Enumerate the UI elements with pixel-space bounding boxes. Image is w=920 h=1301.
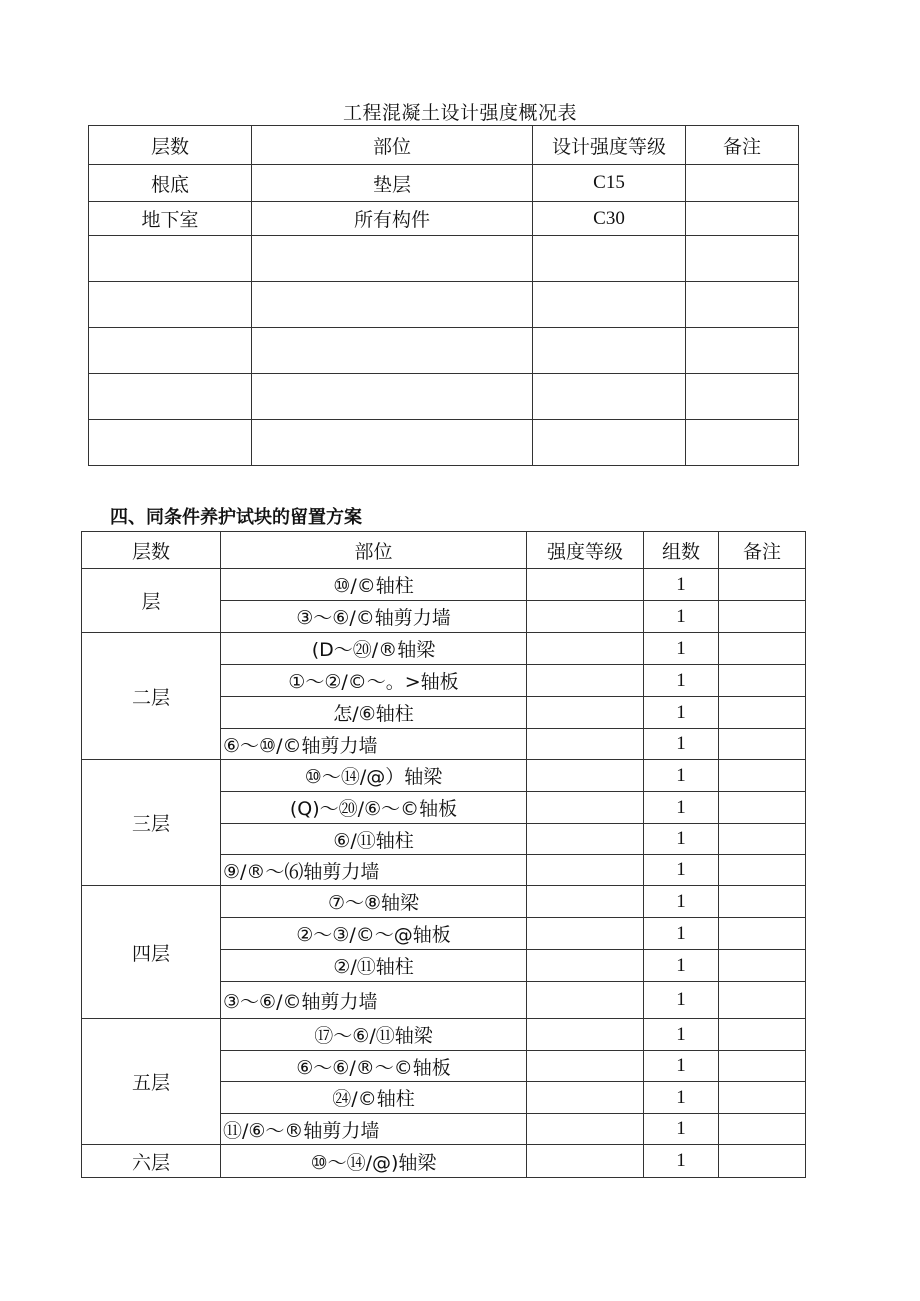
cell-count: 1: [644, 855, 719, 886]
cell-note: [719, 1051, 806, 1082]
cell-part: ⑦〜⑧轴梁: [221, 886, 527, 918]
cell-count: 1: [644, 760, 719, 792]
header-count: 组数: [644, 532, 719, 569]
cell-note: [719, 1019, 806, 1051]
table-row: [89, 236, 799, 282]
cell-part: ⑥〜⑩/©轴剪力墙: [221, 729, 527, 760]
cell-part: ⑨/®〜⑹轴剪力墙: [221, 855, 527, 886]
cell-note: [719, 1082, 806, 1114]
table-row: [82, 633, 806, 665]
cell-floor: 根底: [89, 165, 252, 202]
cell-part: ⑩〜⑭/@）轴梁: [221, 760, 527, 792]
table-row: [89, 202, 799, 236]
header-design-grade: 设计强度等级: [533, 126, 686, 165]
cell-note: [719, 665, 806, 697]
table-row: [82, 1145, 806, 1178]
cell-part: [252, 328, 533, 374]
cell-count: 1: [644, 918, 719, 950]
table-header-row: [82, 532, 806, 569]
cell-floor: [89, 420, 252, 466]
floor-cell: 层: [82, 569, 221, 633]
cell-grade: [527, 855, 644, 886]
cell-note: [719, 1145, 806, 1178]
table-row: [89, 420, 799, 466]
cell-part: [252, 236, 533, 282]
table-row: [82, 1019, 806, 1051]
cell-note: [686, 165, 799, 202]
cell-grade: [527, 792, 644, 824]
cell-note: [719, 824, 806, 855]
cell-part: ⑪/⑥〜®轴剪力墙: [221, 1114, 527, 1145]
cell-grade: [527, 569, 644, 601]
cell-part: 垫层: [252, 165, 533, 202]
floor-cell: 二层: [82, 633, 221, 760]
cell-grade: [527, 982, 644, 1019]
floor-cell: 六层: [82, 1145, 221, 1178]
cell-note: [719, 760, 806, 792]
cell-grade: [527, 665, 644, 697]
cell-grade: [527, 729, 644, 760]
table1-title: 工程混凝土设计强度概况表: [342, 102, 577, 124]
cell-grade: C15: [533, 165, 686, 202]
cell-part: ③〜⑥/©轴剪力墙: [221, 982, 527, 1019]
strength-overview-table: [88, 125, 799, 466]
cell-grade: [527, 633, 644, 665]
cell-count: 1: [644, 729, 719, 760]
cell-count: 1: [644, 1114, 719, 1145]
header-grade: 强度等级: [527, 532, 644, 569]
cell-count: 1: [644, 633, 719, 665]
section-title: 四、同条件养护试块的留置方案: [110, 507, 362, 528]
cell-grade: [533, 374, 686, 420]
cell-part: 怎/⑥轴柱: [221, 697, 527, 729]
cell-grade: [527, 950, 644, 982]
table-row: [82, 569, 806, 601]
cell-grade: [527, 886, 644, 918]
cell-grade: [527, 760, 644, 792]
cell-floor: [89, 374, 252, 420]
cell-part: ㉔/©轴柱: [221, 1082, 527, 1114]
cell-count: 1: [644, 1051, 719, 1082]
cell-count: 1: [644, 665, 719, 697]
header-floor: 层数: [89, 126, 252, 165]
cell-note: [686, 236, 799, 282]
table-row: [89, 282, 799, 328]
cell-count: 1: [644, 1019, 719, 1051]
cell-part: ⑰〜⑥/⑪轴梁: [221, 1019, 527, 1051]
cell-grade: [533, 236, 686, 282]
cell-part: (Q)〜⑳/⑥〜©轴板: [221, 792, 527, 824]
table-row: [82, 886, 806, 918]
cell-note: [719, 697, 806, 729]
header-part: 部位: [221, 532, 527, 569]
cell-part: ②/⑪轴柱: [221, 950, 527, 982]
cell-note: [719, 918, 806, 950]
cell-note: [719, 855, 806, 886]
header-part: 部位: [252, 126, 533, 165]
cell-grade: [527, 1114, 644, 1145]
table-row: [89, 165, 799, 202]
table-row: [89, 374, 799, 420]
cell-note: [719, 1114, 806, 1145]
cell-part: ⑩〜⑭/@)轴梁: [221, 1145, 527, 1178]
cell-part: ③〜⑥/©轴剪力墙: [221, 601, 527, 633]
cell-note: [719, 633, 806, 665]
cell-count: 1: [644, 886, 719, 918]
cell-floor: [89, 328, 252, 374]
cell-part: 所有构件: [252, 202, 533, 236]
cell-note: [686, 202, 799, 236]
cell-grade: [527, 1145, 644, 1178]
cell-note: [719, 982, 806, 1019]
cell-note: [719, 729, 806, 760]
specimen-plan-table: [81, 531, 806, 1178]
cell-floor: [89, 282, 252, 328]
cell-grade: C30: [533, 202, 686, 236]
cell-count: 1: [644, 569, 719, 601]
cell-count: 1: [644, 1145, 719, 1178]
floor-cell: 四层: [82, 886, 221, 1019]
cell-note: [686, 374, 799, 420]
cell-grade: [533, 282, 686, 328]
cell-grade: [527, 1082, 644, 1114]
floor-cell: 五层: [82, 1019, 221, 1145]
cell-part: ①〜②/©〜。>轴板: [221, 665, 527, 697]
cell-count: 1: [644, 792, 719, 824]
cell-part: ⑩/©轴柱: [221, 569, 527, 601]
cell-count: 1: [644, 950, 719, 982]
cell-grade: [527, 1051, 644, 1082]
cell-count: 1: [644, 824, 719, 855]
cell-note: [686, 328, 799, 374]
cell-note: [719, 886, 806, 918]
cell-count: 1: [644, 601, 719, 633]
cell-count: 1: [644, 697, 719, 729]
cell-count: 1: [644, 1082, 719, 1114]
header-note: 备注: [719, 532, 806, 569]
cell-note: [686, 282, 799, 328]
cell-part: ⑥/⑪轴柱: [221, 824, 527, 855]
cell-part: [252, 374, 533, 420]
header-note: 备注: [686, 126, 799, 165]
cell-note: [686, 420, 799, 466]
cell-grade: [527, 1019, 644, 1051]
cell-note: [719, 950, 806, 982]
cell-count: 1: [644, 982, 719, 1019]
cell-grade: [527, 601, 644, 633]
cell-part: ②〜③/©〜@轴板: [221, 918, 527, 950]
cell-grade: [533, 420, 686, 466]
cell-floor: [89, 236, 252, 282]
cell-part: [252, 420, 533, 466]
cell-grade: [527, 824, 644, 855]
cell-grade: [533, 328, 686, 374]
table-row: [89, 328, 799, 374]
table-row: [82, 760, 806, 792]
floor-cell: 三层: [82, 760, 221, 886]
header-floor: 层数: [82, 532, 221, 569]
cell-note: [719, 601, 806, 633]
cell-note: [719, 792, 806, 824]
cell-part: ⑥〜⑥/®〜©轴板: [221, 1051, 527, 1082]
cell-note: [719, 569, 806, 601]
cell-grade: [527, 918, 644, 950]
cell-part: [252, 282, 533, 328]
table-header-row: [89, 126, 799, 165]
cell-floor: 地下室: [89, 202, 252, 236]
cell-grade: [527, 697, 644, 729]
cell-part: (D〜⑳/®轴梁: [221, 633, 527, 665]
